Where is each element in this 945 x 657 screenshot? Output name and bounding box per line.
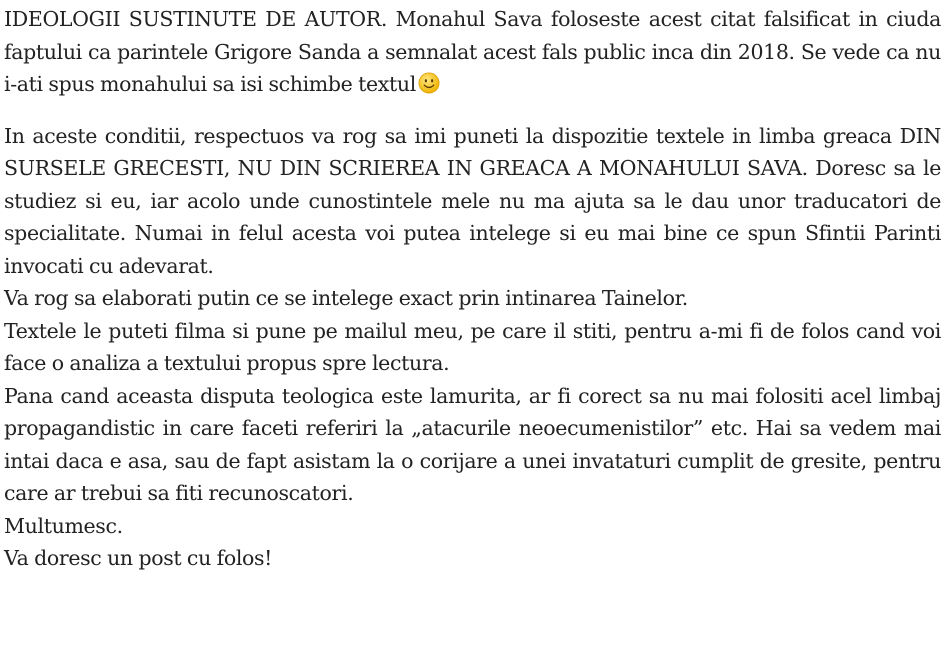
comment-paragraph-text: IDEOLOGII SUSTINUTE DE AUTOR. Monahul Sava foloseste acest citat falsificat in ciuda faptului ca parintele Grigore Sanda a semnalat acest fals public inca din 2018. Se vede ca nu i-ati spus monahului sa isi schimbe textul <box>4 7 941 96</box>
smiling-face-icon <box>418 72 440 94</box>
comment-paragraph: In aceste conditii, respectuos va rog sa imi puneti la dispozitie textele in limba greaca DIN SURSELE GRECESTI, NU DIN SCRIEREA IN GREACA A MONAHULUI SAVA. Doresc sa le studiez si eu, iar acolo unde cunostintele mele nu ma ajuta sa le dau unor traducatori de specialitate. Numai in felul acesta voi putea intelege si eu mai bine ce spun Sfintii Parinti invocati cu adevarat. <box>4 123 941 278</box>
comment-paragraph: Va doresc un post cu folos! <box>4 546 273 570</box>
comment-paragraph: Multumesc. <box>4 513 123 538</box>
comment-paragraph <box>4 3 941 101</box>
comment-paragraph: Va rog sa elaborati putin ce se intelege exact prin intinarea Tainelor. <box>4 286 688 310</box>
comment-paragraph: Textele le puteti filma si pune pe mailul meu, pe care il stiti, pentru a-mi fi de folos cand voi face o analiza a textului propus spre lectura. <box>4 318 941 375</box>
comment-paragraph: Pana cand aceasta disputa teologica este lamurita, ar fi corect sa nu mai folositi acel limbaj propagandistic in care faceti referiri la „atacurile neoecumenistilor” etc. Hai sa vedem mai intai daca e asa, sau de fapt asistam la o corijare a unei invataturi cumplit de gresite, pentru care ar trebui sa fiti recunoscatori. <box>4 383 941 505</box>
